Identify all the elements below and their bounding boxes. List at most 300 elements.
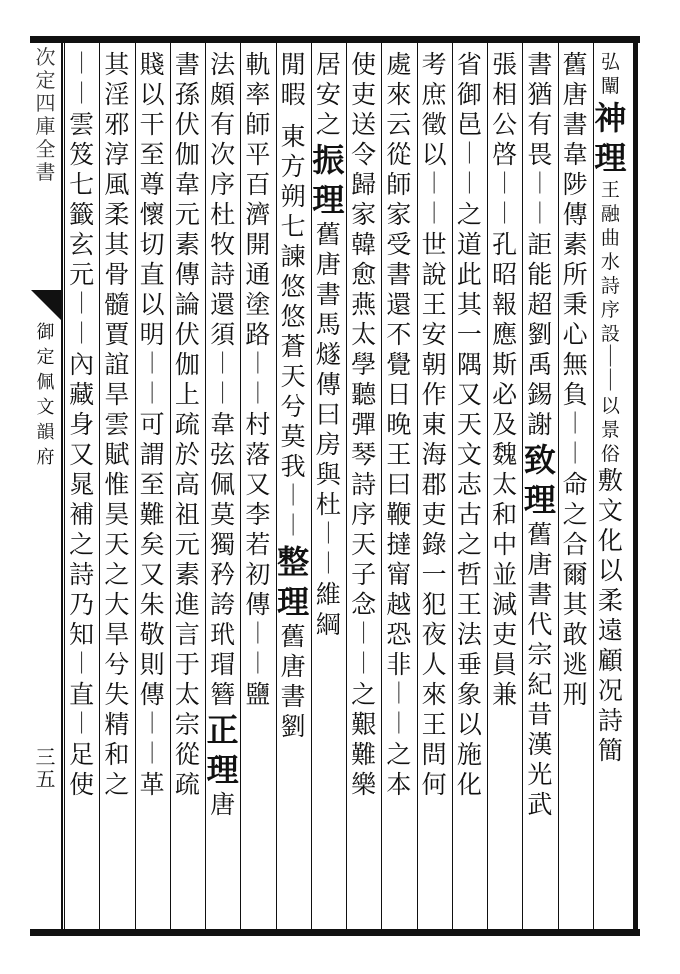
text-char: 燕 bbox=[351, 290, 377, 319]
text-char: 書 bbox=[386, 260, 412, 289]
text-char: 王 bbox=[386, 440, 412, 469]
text-char: 佩 bbox=[210, 470, 236, 499]
text-char: 傳 bbox=[174, 260, 200, 289]
text-char: 韓 bbox=[351, 230, 377, 259]
text-char: 云 bbox=[386, 110, 412, 139]
margin-char: 定 bbox=[36, 347, 55, 368]
text-char: 犯 bbox=[421, 590, 447, 619]
text-char: 景 bbox=[600, 419, 620, 441]
text-column bbox=[344, 50, 384, 920]
text-char: 詩 bbox=[210, 260, 236, 289]
text-char: 况 bbox=[597, 676, 623, 705]
text-char: 賤 bbox=[139, 50, 165, 79]
text-char: 李 bbox=[245, 500, 271, 529]
text-char: 唐 bbox=[527, 550, 553, 579]
text-char: 劉 bbox=[280, 712, 306, 741]
text-char: 啓 bbox=[492, 140, 518, 169]
text-char: ｜ bbox=[387, 682, 410, 707]
text-char: 之 bbox=[562, 500, 588, 529]
text-char: 籤 bbox=[69, 200, 95, 229]
text-char: 書 bbox=[315, 280, 341, 309]
text-char: 錫 bbox=[527, 380, 553, 409]
text-char: 化 bbox=[456, 770, 482, 799]
text-char: 斯 bbox=[492, 350, 518, 379]
text-char: 補 bbox=[69, 500, 95, 529]
text-char: 王 bbox=[421, 710, 447, 739]
text-char: 惟 bbox=[104, 470, 130, 499]
text-char: 論 bbox=[174, 290, 200, 319]
text-char: 維 bbox=[315, 580, 341, 609]
text-char: 必 bbox=[492, 380, 518, 409]
headword-char: 理 bbox=[523, 481, 556, 519]
text-char: 塗 bbox=[245, 290, 271, 319]
text-char: 玳 bbox=[210, 620, 236, 649]
text-char: 象 bbox=[456, 680, 482, 709]
text-char: 吏 bbox=[351, 80, 377, 109]
text-char: 法 bbox=[456, 620, 482, 649]
text-char: ｜ bbox=[70, 712, 93, 737]
text-char: 賦 bbox=[104, 440, 130, 469]
text-char: 道 bbox=[456, 230, 482, 259]
text-char: 又 bbox=[245, 470, 271, 499]
text-char: 家 bbox=[351, 200, 377, 229]
text-char: 之 bbox=[315, 110, 341, 139]
text-char: 太 bbox=[351, 320, 377, 349]
text-char: 詎 bbox=[527, 230, 553, 259]
margin-char: 四 bbox=[35, 91, 56, 115]
text-char: 報 bbox=[492, 290, 518, 319]
text-char: ｜ bbox=[141, 712, 164, 737]
text-char: ｜ bbox=[141, 352, 164, 377]
text-char: 設 bbox=[600, 323, 620, 345]
text-char: ｜ bbox=[246, 652, 269, 677]
text-char: 宗 bbox=[174, 710, 200, 739]
text-char: 元 bbox=[69, 260, 95, 289]
text-char: 東 bbox=[421, 410, 447, 439]
text-char: 誼 bbox=[104, 350, 130, 379]
text-char: 雲 bbox=[104, 410, 130, 439]
text-char: 莫 bbox=[280, 422, 306, 451]
text-char: 弘 bbox=[600, 51, 620, 73]
text-char: 唐 bbox=[315, 250, 341, 279]
text-char: 之 bbox=[69, 530, 95, 559]
text-char: 唐 bbox=[210, 790, 236, 819]
text-char: 與 bbox=[315, 460, 341, 489]
text-char: 精 bbox=[104, 710, 130, 739]
text-char: 郡 bbox=[421, 470, 447, 499]
text-char: 令 bbox=[351, 140, 377, 169]
text-char: 天 bbox=[104, 530, 130, 559]
text-char: 牧 bbox=[210, 230, 236, 259]
text-char: 學 bbox=[351, 350, 377, 379]
text-char: 諫 bbox=[280, 242, 306, 271]
text-char: 從 bbox=[174, 740, 200, 769]
headword-char: 理 bbox=[277, 583, 310, 621]
text-char: 以 bbox=[139, 290, 165, 319]
text-char: 本 bbox=[386, 770, 412, 799]
text-char: 還 bbox=[210, 290, 236, 319]
text-char: 兼 bbox=[492, 680, 518, 709]
text-char: ｜ bbox=[599, 369, 622, 394]
text-char: 並 bbox=[492, 560, 518, 589]
margin-char: 佩 bbox=[36, 372, 55, 393]
text-char: 太 bbox=[492, 470, 518, 499]
text-char: 能 bbox=[527, 260, 553, 289]
text-char: 伏 bbox=[174, 110, 200, 139]
text-char: 濟 bbox=[245, 200, 271, 229]
text-char: 處 bbox=[386, 50, 412, 79]
text-char: 還 bbox=[386, 290, 412, 319]
text-char: 伽 bbox=[174, 140, 200, 169]
margin-char: 韻 bbox=[36, 422, 55, 443]
text-char: ｜ bbox=[317, 552, 340, 577]
text-char: 逃 bbox=[562, 650, 588, 679]
text-char: ｜ bbox=[246, 352, 269, 377]
text-char: 隅 bbox=[456, 350, 482, 379]
text-char: 志 bbox=[456, 470, 482, 499]
text-char: 傳 bbox=[315, 370, 341, 399]
text-char: 光 bbox=[527, 760, 553, 789]
text-char: 謂 bbox=[139, 440, 165, 469]
text-char: 內 bbox=[69, 350, 95, 379]
text-char: 曰 bbox=[386, 470, 412, 499]
text-char: ｜ bbox=[599, 345, 622, 370]
text-char: 悠 bbox=[280, 272, 306, 301]
text-char: ｜ bbox=[70, 52, 93, 77]
text-char: 武 bbox=[527, 790, 553, 819]
text-char: 旱 bbox=[104, 620, 130, 649]
text-char: 舊 bbox=[562, 50, 588, 79]
text-char: 初 bbox=[245, 560, 271, 589]
text-char: 畏 bbox=[527, 140, 553, 169]
text-char: 須 bbox=[210, 320, 236, 349]
text-char: 曰 bbox=[315, 400, 341, 429]
text-char: 骨 bbox=[104, 260, 130, 289]
text-char: 暇 bbox=[280, 80, 306, 109]
text-column bbox=[238, 50, 278, 920]
text-char: 難 bbox=[139, 500, 165, 529]
text-char: ｜ bbox=[70, 292, 93, 317]
text-char: 日 bbox=[386, 380, 412, 409]
text-char: 來 bbox=[386, 80, 412, 109]
text-char: 七 bbox=[280, 212, 306, 241]
text-char: 昊 bbox=[104, 500, 130, 529]
text-char: 書 bbox=[562, 110, 588, 139]
text-char: 至 bbox=[139, 140, 165, 169]
text-char: 中 bbox=[492, 530, 518, 559]
text-char: 劉 bbox=[527, 320, 553, 349]
text-char: 序 bbox=[210, 170, 236, 199]
text-char: 閒 bbox=[280, 50, 306, 79]
text-char: 相 bbox=[492, 80, 518, 109]
text-char: 不 bbox=[386, 320, 412, 349]
text-char: 綱 bbox=[315, 610, 341, 639]
text-char: 其 bbox=[104, 230, 130, 259]
text-char: 愈 bbox=[351, 260, 377, 289]
text-char: 唐 bbox=[280, 652, 306, 681]
text-char: 淳 bbox=[104, 140, 130, 169]
text-char: ｜ bbox=[282, 484, 305, 509]
text-char: 敬 bbox=[139, 620, 165, 649]
text-char: 百 bbox=[245, 170, 271, 199]
text-char: 雲 bbox=[69, 110, 95, 139]
text-char: 又 bbox=[456, 380, 482, 409]
text-char: 其 bbox=[456, 290, 482, 319]
text-char: 知 bbox=[69, 620, 95, 649]
text-char: 師 bbox=[245, 110, 271, 139]
text-column bbox=[485, 50, 525, 920]
text-char: 矣 bbox=[139, 530, 165, 559]
text-char: 師 bbox=[386, 170, 412, 199]
text-char: 公 bbox=[492, 110, 518, 139]
text-char: 猶 bbox=[527, 80, 553, 109]
text-char: 孫 bbox=[174, 80, 200, 109]
text-char: 韋 bbox=[210, 410, 236, 439]
text-char: 柔 bbox=[597, 586, 623, 615]
text-char: 融 bbox=[600, 203, 620, 225]
text-char: 文 bbox=[456, 440, 482, 469]
text-char: 問 bbox=[421, 740, 447, 769]
text-char: 一 bbox=[421, 560, 447, 589]
text-char: ｜ bbox=[141, 742, 164, 767]
text-char: 兮 bbox=[104, 650, 130, 679]
page-number bbox=[31, 746, 60, 790]
text-char: 祖 bbox=[174, 500, 200, 529]
text-char: 化 bbox=[597, 526, 623, 555]
margin-char: 府 bbox=[36, 447, 55, 468]
text-char: 念 bbox=[351, 590, 377, 619]
text-char: 東 bbox=[280, 122, 306, 151]
text-char: 足 bbox=[69, 740, 95, 769]
text-char: ｜ bbox=[246, 382, 269, 407]
text-char: 非 bbox=[386, 650, 412, 679]
text-char: 晁 bbox=[69, 470, 95, 499]
headword-char: 正 bbox=[206, 711, 239, 749]
text-char: 韋 bbox=[174, 170, 200, 199]
text-char: 杜 bbox=[210, 200, 236, 229]
text-char: 所 bbox=[562, 260, 588, 289]
text-char: 曲 bbox=[600, 227, 620, 249]
text-char: 王 bbox=[600, 179, 620, 201]
text-char: 序 bbox=[351, 500, 377, 529]
text-char: 又 bbox=[69, 440, 95, 469]
text-char: 舊 bbox=[527, 520, 553, 549]
text-char: 明 bbox=[139, 320, 165, 349]
text-char: 失 bbox=[104, 680, 130, 709]
margin-book-title bbox=[31, 320, 60, 470]
text-char: 甯 bbox=[386, 560, 412, 589]
text-char: 懷 bbox=[139, 200, 165, 229]
text-char: 超 bbox=[527, 290, 553, 319]
text-char: ｜ bbox=[70, 652, 93, 677]
text-char: 矜 bbox=[210, 560, 236, 589]
text-char: 淫 bbox=[104, 80, 130, 109]
text-char: 柔 bbox=[104, 200, 130, 229]
text-char: 送 bbox=[351, 110, 377, 139]
page-number-char: 五 bbox=[35, 767, 56, 791]
text-char: 莫 bbox=[210, 500, 236, 529]
text-char: 笈 bbox=[69, 140, 95, 169]
text-char: ｜ bbox=[528, 172, 551, 197]
headword-char: 整 bbox=[277, 543, 310, 581]
text-char: 于 bbox=[174, 650, 200, 679]
text-char: 進 bbox=[174, 590, 200, 619]
text-column bbox=[590, 50, 630, 920]
text-char: 合 bbox=[562, 530, 588, 559]
text-char: 樂 bbox=[351, 770, 377, 799]
text-char: 素 bbox=[562, 230, 588, 259]
text-char: 干 bbox=[139, 110, 165, 139]
text-char: 省 bbox=[456, 50, 482, 79]
text-char: 說 bbox=[421, 260, 447, 289]
text-char: ｜ bbox=[282, 514, 305, 539]
text-char: 及 bbox=[492, 410, 518, 439]
text-char: 風 bbox=[104, 170, 130, 199]
text-char: 燧 bbox=[315, 340, 341, 369]
text-char: 落 bbox=[245, 440, 271, 469]
text-char: 受 bbox=[386, 230, 412, 259]
text-char: 水 bbox=[600, 251, 620, 273]
text-char: 素 bbox=[174, 230, 200, 259]
text-char: 於 bbox=[174, 440, 200, 469]
text-char: 舊 bbox=[280, 622, 306, 651]
text-char: ｜ bbox=[458, 142, 481, 167]
text-char: 之 bbox=[456, 200, 482, 229]
text-char: 天 bbox=[280, 362, 306, 391]
text-char: 法 bbox=[210, 50, 236, 79]
text-char: 傳 bbox=[139, 680, 165, 709]
text-char: 房 bbox=[315, 430, 341, 459]
text-char: 至 bbox=[139, 470, 165, 499]
text-char: 朔 bbox=[280, 182, 306, 211]
fish-tail-icon bbox=[31, 290, 61, 320]
text-char: 顧 bbox=[597, 646, 623, 675]
text-column bbox=[414, 50, 454, 920]
text-char: 若 bbox=[245, 530, 271, 559]
text-char: 張 bbox=[492, 50, 518, 79]
text-char: 撻 bbox=[386, 530, 412, 559]
text-char: 馬 bbox=[315, 310, 341, 339]
text-char: 艱 bbox=[351, 710, 377, 739]
headword-char: 神 bbox=[594, 99, 627, 137]
text-char: 施 bbox=[456, 740, 482, 769]
page-number-char: 三 bbox=[35, 745, 56, 769]
text-char: 書 bbox=[174, 50, 200, 79]
text-char: 居 bbox=[315, 50, 341, 79]
text-char: 序 bbox=[600, 299, 620, 321]
text-char: 次 bbox=[210, 140, 236, 169]
text-char: 太 bbox=[174, 680, 200, 709]
text-char: 其 bbox=[104, 50, 130, 79]
top-border-rule bbox=[30, 36, 640, 43]
text-char: 七 bbox=[69, 170, 95, 199]
text-char: 琴 bbox=[351, 440, 377, 469]
text-char: 鞭 bbox=[386, 500, 412, 529]
text-char: ｜ bbox=[564, 442, 587, 467]
text-char: ｜ bbox=[423, 172, 446, 197]
text-char: 難 bbox=[351, 740, 377, 769]
text-char: 以 bbox=[139, 80, 165, 109]
text-char: 村 bbox=[245, 410, 271, 439]
right-border-rule bbox=[633, 36, 638, 936]
text-char: 伏 bbox=[174, 320, 200, 349]
text-char: 又 bbox=[139, 560, 165, 589]
text-char: 賈 bbox=[104, 320, 130, 349]
headword-char: 理 bbox=[206, 751, 239, 789]
text-char: ｜ bbox=[352, 652, 375, 677]
text-char: 家 bbox=[386, 200, 412, 229]
text-char: 此 bbox=[456, 260, 482, 289]
text-char: 伽 bbox=[174, 350, 200, 379]
text-char: 代 bbox=[527, 610, 553, 639]
text-char: 人 bbox=[421, 650, 447, 679]
text-char: 之 bbox=[386, 740, 412, 769]
text-char: 和 bbox=[104, 740, 130, 769]
text-char: 錄 bbox=[421, 530, 447, 559]
text-char: 頗 bbox=[210, 80, 236, 109]
text-char: 越 bbox=[386, 590, 412, 619]
text-char: 杜 bbox=[315, 490, 341, 519]
text-char: 無 bbox=[562, 350, 588, 379]
text-char: 誇 bbox=[210, 590, 236, 619]
text-char: 詩 bbox=[69, 560, 95, 589]
text-char: 陟 bbox=[562, 170, 588, 199]
bottom-border-rule bbox=[30, 929, 640, 936]
text-char: 徵 bbox=[421, 110, 447, 139]
text-char: 唐 bbox=[562, 80, 588, 109]
text-char: 心 bbox=[562, 320, 588, 349]
text-char: 書 bbox=[527, 580, 553, 609]
text-char: 之 bbox=[104, 770, 130, 799]
text-char: 高 bbox=[174, 470, 200, 499]
text-char: 來 bbox=[421, 680, 447, 709]
text-char: 考 bbox=[421, 50, 447, 79]
text-char: 子 bbox=[351, 560, 377, 589]
text-char: ｜ bbox=[528, 202, 551, 227]
text-char: 弦 bbox=[210, 440, 236, 469]
text-char: 我 bbox=[280, 452, 306, 481]
text-char: 玄 bbox=[69, 230, 95, 259]
text-char: 天 bbox=[351, 530, 377, 559]
text-column bbox=[555, 50, 595, 920]
text-char: 藏 bbox=[69, 380, 95, 409]
text-char: 和 bbox=[492, 500, 518, 529]
text-char: 使 bbox=[351, 50, 377, 79]
text-char: 敢 bbox=[562, 620, 588, 649]
text-char: 乃 bbox=[69, 590, 95, 619]
text-char: 言 bbox=[174, 620, 200, 649]
text-char: 敷 bbox=[597, 466, 623, 495]
text-char: 元 bbox=[174, 530, 200, 559]
text-char: 革 bbox=[139, 770, 165, 799]
text-char: 開 bbox=[245, 230, 271, 259]
text-char: 獨 bbox=[210, 530, 236, 559]
text-char: 御 bbox=[456, 80, 482, 109]
text-char: ｜ bbox=[70, 82, 93, 107]
text-char: 兮 bbox=[280, 392, 306, 421]
text-char: 吏 bbox=[492, 620, 518, 649]
margin-char: 書 bbox=[35, 160, 56, 184]
text-column bbox=[273, 50, 313, 920]
text-char: 禹 bbox=[527, 350, 553, 379]
text-char: 以 bbox=[600, 395, 620, 417]
text-column bbox=[97, 50, 137, 920]
text-char: 其 bbox=[562, 590, 588, 619]
text-column bbox=[308, 50, 348, 920]
text-char: ｜ bbox=[141, 382, 164, 407]
text-char: 秉 bbox=[562, 290, 588, 319]
text-char: 漢 bbox=[527, 730, 553, 759]
